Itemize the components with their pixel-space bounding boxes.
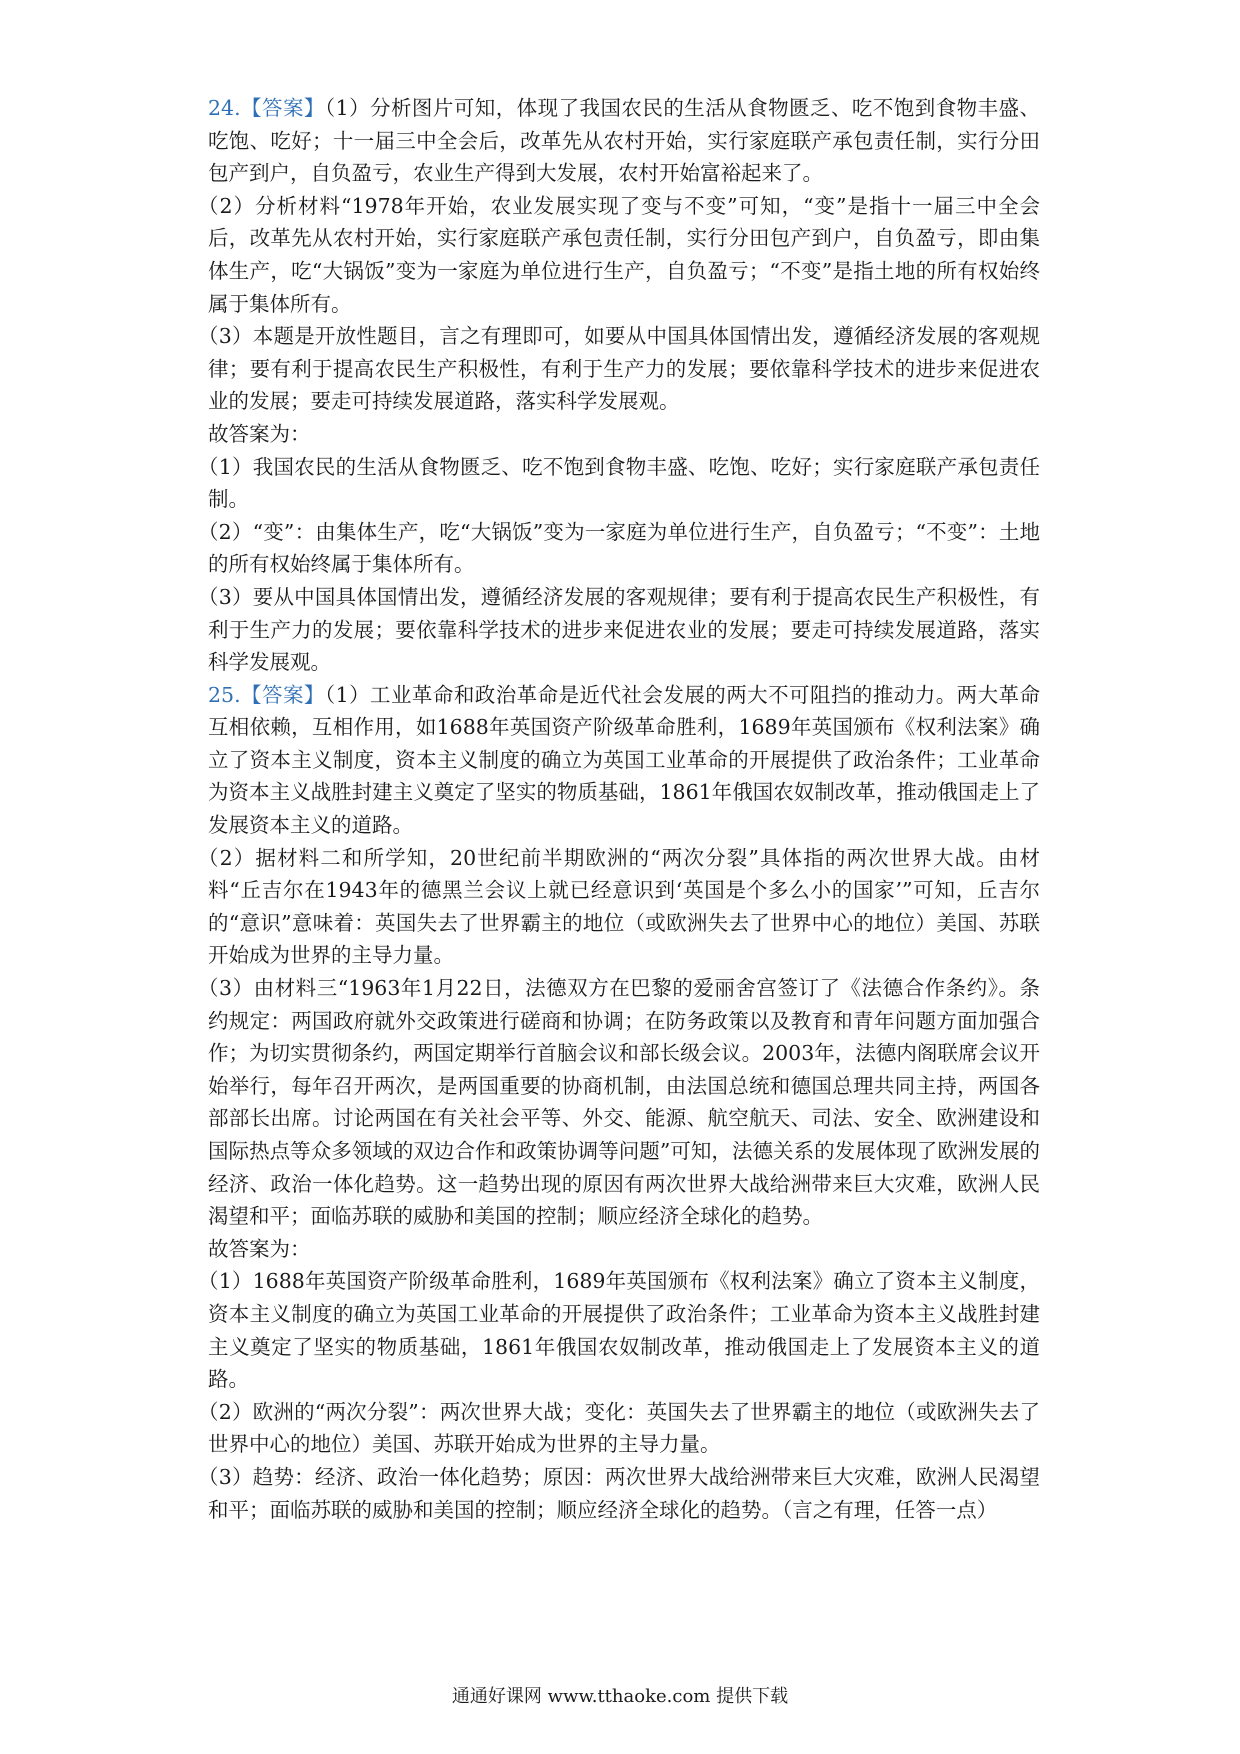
q25-paragraph-3: （3）由材料三“1963年1月22日，法德双方在巴黎的爱丽舍宫签订了《法德合作条约》。条约规定：两国政府就外交政策进行磋商和协调；在防务政策以及教育和青年问题方面加强合作；为切实贯彻条约，两国定期举行首脑会议和部长级会议。2003年，法德内阁联席会议开始举行，每年召开两次，是两国重要的协商机制，由法国总统和德国总理共同主持，两国各部部长出席。讨论两国在有关社会平等、外交、能源、航空航天、司法、安全、欧洲建设和国际热点等众多领域的双边合作和政策协调等问题”可知，法德关系的发展体现了欧洲发展的经济、政治一体化趋势。这一趋势出现的原因有两次世界大战给洲带来巨大灾难，欧洲人民渴望和平；面临苏联的威胁和美国的控制；顺应经济全球化的趋势。 <box>198 976 1040 1229</box>
q25-answer-2: （2）欧洲的“两次分裂”：两次世界大战；变化：英国失去了世界霸主的地位（或欧洲失去了世界中心的地位）美国、苏联开始成为世界的主导力量。 <box>198 1399 1040 1457</box>
question-number: 25. <box>208 682 241 707</box>
q24-p1-text: （1）分析图片可知，体现了我国农民的生活从食物匮乏、吃不饱到食物丰盛、吃饱、吃好；十一届三中全会后，改革先从农村开始，实行家庭联产承包责任制，实行分田包产到户，自负盈亏，农业生产得到大发展，农村开始富裕起来了。 <box>208 96 1041 186</box>
answer-tag: 【答案】 <box>240 682 325 707</box>
question-number: 24. <box>208 96 241 120</box>
q25-answer-1: （1）1688年英国资产阶级革命胜利，1689年英国颁布《权利法案》确立了资本主义制度，资本主义制度的确立为英国工业革命的开展提供了政治条件；工业革命为资本主义战胜封建主义奠定了坚实的物质基础，1861年俄国农奴制改革，推动俄国走上了发展资本主义的道路。 <box>198 1269 1040 1392</box>
question-24-answer <box>198 92 1041 679</box>
q24-answer-3: （3）要从中国具体国情出发，遵循经济发展的客观规律；要有利于提高农民生产积极性，有利于生产力的发展；要依靠科学技术的进步来促进农业的发展；要走可持续发展道路，落实科学发展观。 <box>198 584 1040 675</box>
q24-paragraph-2: （2）分析材料“1978年开始，农业发展实现了变与不变”可知，“变”是指十一届三中全会后，改革先从农村开始，实行家庭联产承包责任制，实行分田包产到户，自负盈亏，即由集体生产，吃“大锅饭”变为一家庭为单位进行生产，自负盈亏；“不变”是指土地的所有权始终属于集体所有。 <box>198 193 1040 316</box>
answer-tag: 【答案】 <box>240 96 325 120</box>
page-footer: 通通好课网 www.tthaoke.com 提供下载 <box>451 1686 789 1707</box>
q25-answer-3: （3）趋势：经济、政治一体化趋势；原因：两次世界大战给洲带来巨大灾难，欧洲人民渴望和平；面临苏联的威胁和美国的控制；顺应经济全球化的趋势。（言之有理，任答一点） <box>198 1464 1040 1522</box>
question-25-answer <box>198 679 1041 1526</box>
answer-content <box>198 92 1041 1526</box>
q24-paragraph-3: （3）本题是开放性题目，言之有理即可，如要从中国具体国情出发，遵循经济发展的客观规律；要有利于提高农民生产积极性，有利于生产力的发展；要依靠科学技术的进步来促进农业的发展；要走可持续发展道路，落实科学发展观。 <box>198 324 1040 414</box>
q25-paragraph-1 <box>208 679 1040 842</box>
q24-summary-label: 故答案为： <box>208 421 311 446</box>
q25-paragraph-2: （2）据材料二和所学知，20世纪前半期欧洲的“两次分裂”具体指的两次世界大战。由材料“丘吉尔在1943年的德黑兰会议上就已经意识到‘英国是个多么小的国家’”可知，丘吉尔的“意识”意味着：英国失去了世界霸主的地位（或欧洲失去了世界中心的地位）美国、苏联开始成为世界的主导力量。 <box>198 845 1040 968</box>
q24-answer-2: （2）“变”：由集体生产，吃“大锅饭”变为一家庭为单位进行生产，自负盈亏；“不变”：土地的所有权始终属于集体所有。 <box>198 519 1040 577</box>
q24-answer-1: （1）我国农民的生活从食物匮乏、吃不饱到食物丰盛、吃饱、吃好；实行家庭联产承包责任制。 <box>198 454 1040 512</box>
q25-p1-text: （1）工业革命和政治革命是近代社会发展的两大不可阻挡的推动力。两大革命互相依赖，互相作用，如1688年英国资产阶级革命胜利，1689年英国颁布《权利法案》确立了资本主义制度，资本主义制度的确立为英国工业革命的开展提供了政治条件；工业革命为资本主义战胜封建主义奠定了坚实的物质基础，1861年俄国农奴制改革，推动俄国走上了发展资本主义的道路。 <box>208 682 1041 838</box>
q25-summary-label: 故答案为： <box>208 1236 311 1261</box>
q24-paragraph-1 <box>208 92 1040 190</box>
